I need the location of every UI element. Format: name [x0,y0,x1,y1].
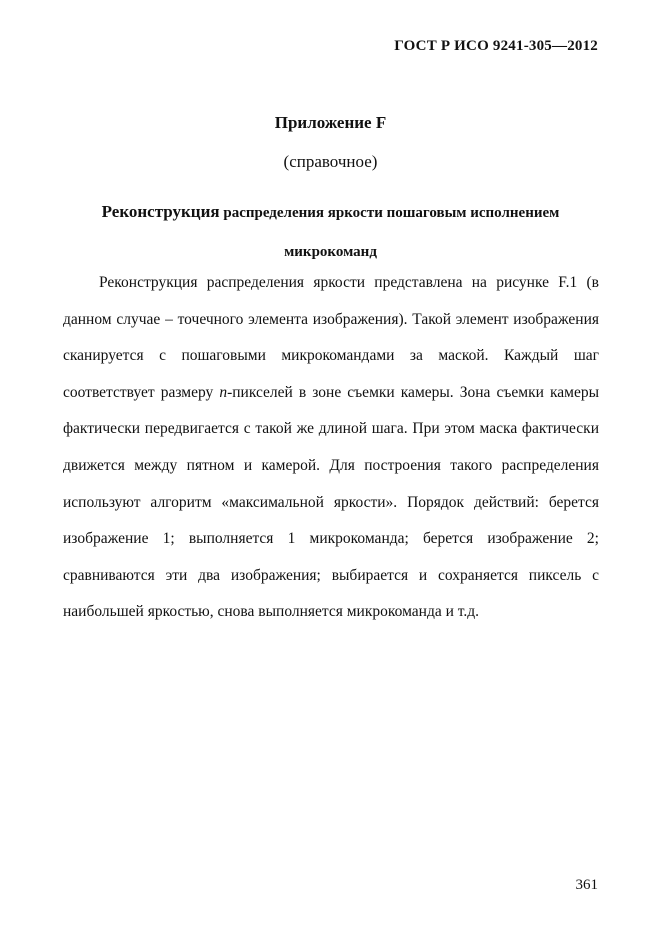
paragraph-text-end: -пикселей в зоне съемки камеры. Зона съемки камеры фактически передвигается с такой же длиной шага. При этом маска фактически движется между пятном и камерой. Для построения такого распределения используют алгоритм «максимальной яркости». Порядок действий: берется изображение 1; выполняется 1 микрокоманда; берется изображение 2; сравниваются эти два изображения; выбирается и сохраняется пиксель с наибольшей яркостью, снова выполняется микрокоманда и т.д. [63,383,599,621]
paragraph-text-start: Реконструкция распределения яркости представлена на рисунке F.1 (в данном случае – точечного элемента изображения). Такой элемент изображения сканируется с пошаговыми микрокомандами за маской. Каждый шаг соответствует размеру [63,274,599,401]
section-heading [60,192,601,272]
standard-code: ГОСТ Р ИСО 9241-305—2012 [394,38,598,54]
heading-lead-word: Реконструкция [101,202,220,221]
annex-type: (справочное) [283,152,378,171]
body-paragraph [63,265,599,631]
annex-title: Приложение F [274,113,387,132]
page-number: 361 [575,877,598,893]
paragraph-italic-n: n [219,383,228,401]
heading-rest: распределения яркости пошаговым исполнением микрокоманд [219,205,560,260]
